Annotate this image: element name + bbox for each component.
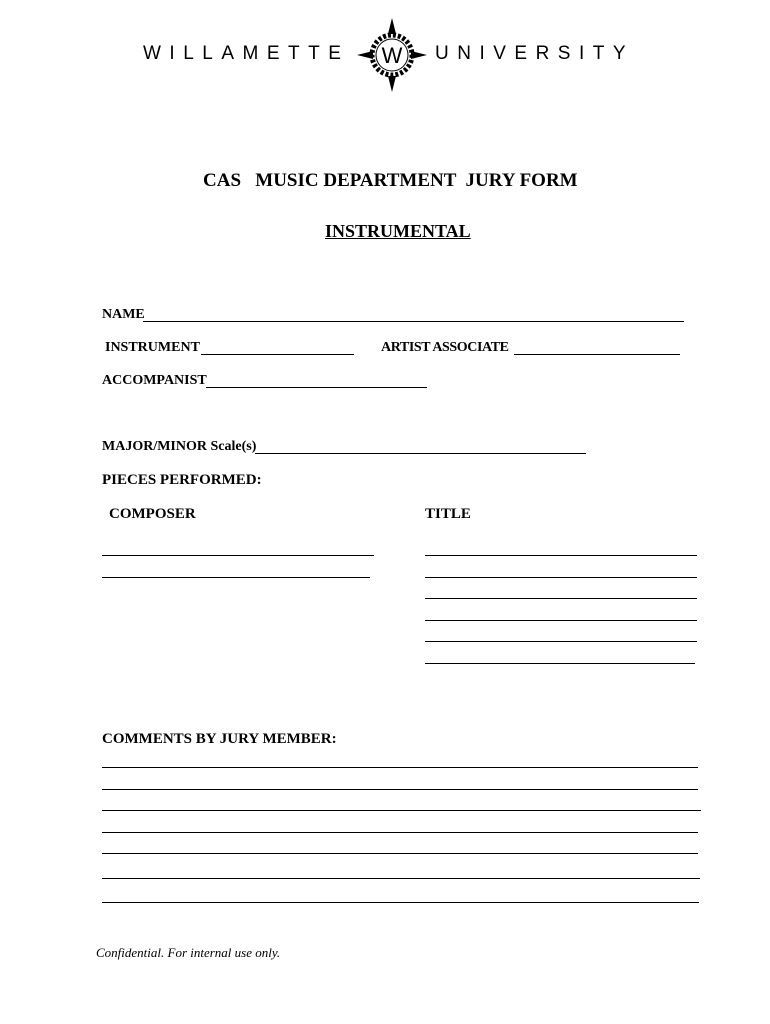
comment-line-6[interactable]	[102, 878, 700, 879]
composer-line-2[interactable]	[102, 577, 370, 578]
composer-line-1[interactable]	[102, 555, 374, 556]
seal-letter: W	[381, 43, 403, 68]
title-line-3[interactable]	[425, 598, 697, 599]
scales-field-line[interactable]	[255, 453, 586, 454]
title-column-label: TITLE	[425, 506, 471, 522]
composer-column-label: COMPOSER	[109, 506, 196, 522]
title-line-1[interactable]	[425, 555, 697, 556]
confidential-note: Confidential. For internal use only.	[96, 945, 281, 960]
accompanist-field-line[interactable]	[206, 387, 427, 388]
comment-line-5[interactable]	[102, 853, 698, 854]
form-subtitle: INSTRUMENTAL	[325, 221, 471, 241]
title-line-4[interactable]	[425, 620, 697, 621]
comments-label: COMMENTS BY JURY MEMBER:	[102, 731, 337, 747]
logo-right-word: UNIVERSITY	[435, 43, 635, 64]
form-title: CAS MUSIC DEPARTMENT JURY FORM	[203, 170, 578, 191]
comment-line-4[interactable]	[102, 832, 698, 833]
instrument-label: INSTRUMENT	[105, 340, 200, 355]
comment-line-1[interactable]	[102, 767, 698, 768]
comment-line-2[interactable]	[102, 789, 698, 790]
artist-associate-field-line[interactable]	[514, 354, 680, 355]
title-line-6[interactable]	[425, 663, 695, 664]
instrument-field-line[interactable]	[201, 354, 354, 355]
scales-label: MAJOR/MINOR Scale(s)	[102, 439, 257, 454]
artist-associate-label: ARTIST ASSOCIATE	[381, 340, 509, 355]
pieces-performed-label: PIECES PERFORMED:	[102, 472, 262, 488]
name-field-line[interactable]	[143, 321, 684, 322]
logo-left-word: WILLAMETTE	[143, 43, 350, 64]
accompanist-label: ACCOMPANIST	[102, 373, 207, 388]
title-line-5[interactable]	[425, 641, 697, 642]
title-line-2[interactable]	[425, 577, 697, 578]
comment-line-3[interactable]	[102, 810, 701, 811]
compass-seal-logo	[357, 18, 427, 92]
name-label: NAME	[102, 307, 145, 322]
comment-line-7[interactable]	[102, 902, 699, 903]
